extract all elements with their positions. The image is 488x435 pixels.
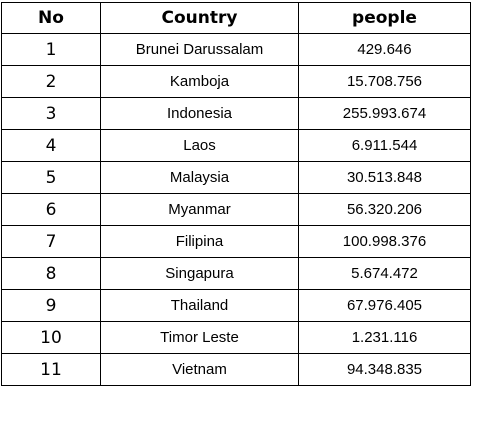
row-number: 7 <box>2 226 101 258</box>
table-row <box>2 130 471 162</box>
row-number: 8 <box>2 258 101 290</box>
header-people: people <box>299 3 471 34</box>
header-country: Country <box>101 3 299 34</box>
row-number: 3 <box>2 98 101 130</box>
country-name: Myanmar <box>101 194 299 226</box>
population-value: 94.348.835 <box>299 354 471 386</box>
population-value: 67.976.405 <box>299 290 471 322</box>
population-value: 100.998.376 <box>299 226 471 258</box>
country-name: Malaysia <box>101 162 299 194</box>
table-header <box>2 3 471 34</box>
population-value: 1.231.116 <box>299 322 471 354</box>
country-name: Vietnam <box>101 354 299 386</box>
country-name: Singapura <box>101 258 299 290</box>
country-name: Thailand <box>101 290 299 322</box>
table-row <box>2 226 471 258</box>
table-body <box>2 34 471 386</box>
table-row <box>2 66 471 98</box>
country-name: Laos <box>101 130 299 162</box>
table-row <box>2 194 471 226</box>
population-value: 429.646 <box>299 34 471 66</box>
row-number: 1 <box>2 34 101 66</box>
population-value: 255.993.674 <box>299 98 471 130</box>
population-value: 15.708.756 <box>299 66 471 98</box>
table-row <box>2 290 471 322</box>
header-row <box>2 3 471 34</box>
country-name: Filipina <box>101 226 299 258</box>
table-row <box>2 34 471 66</box>
population-value: 30.513.848 <box>299 162 471 194</box>
population-value: 56.320.206 <box>299 194 471 226</box>
row-number: 6 <box>2 194 101 226</box>
row-number: 9 <box>2 290 101 322</box>
table-row <box>2 322 471 354</box>
population-table <box>1 2 471 386</box>
population-value: 5.674.472 <box>299 258 471 290</box>
row-number: 4 <box>2 130 101 162</box>
country-name: Kamboja <box>101 66 299 98</box>
country-name: Brunei Darussalam <box>101 34 299 66</box>
row-number: 2 <box>2 66 101 98</box>
row-number: 10 <box>2 322 101 354</box>
country-name: Indonesia <box>101 98 299 130</box>
row-number: 5 <box>2 162 101 194</box>
population-value: 6.911.544 <box>299 130 471 162</box>
country-name: Timor Leste <box>101 322 299 354</box>
row-number: 11 <box>2 354 101 386</box>
table-row <box>2 258 471 290</box>
table-row <box>2 98 471 130</box>
table-row <box>2 354 471 386</box>
table-row <box>2 162 471 194</box>
header-no: No <box>2 3 101 34</box>
